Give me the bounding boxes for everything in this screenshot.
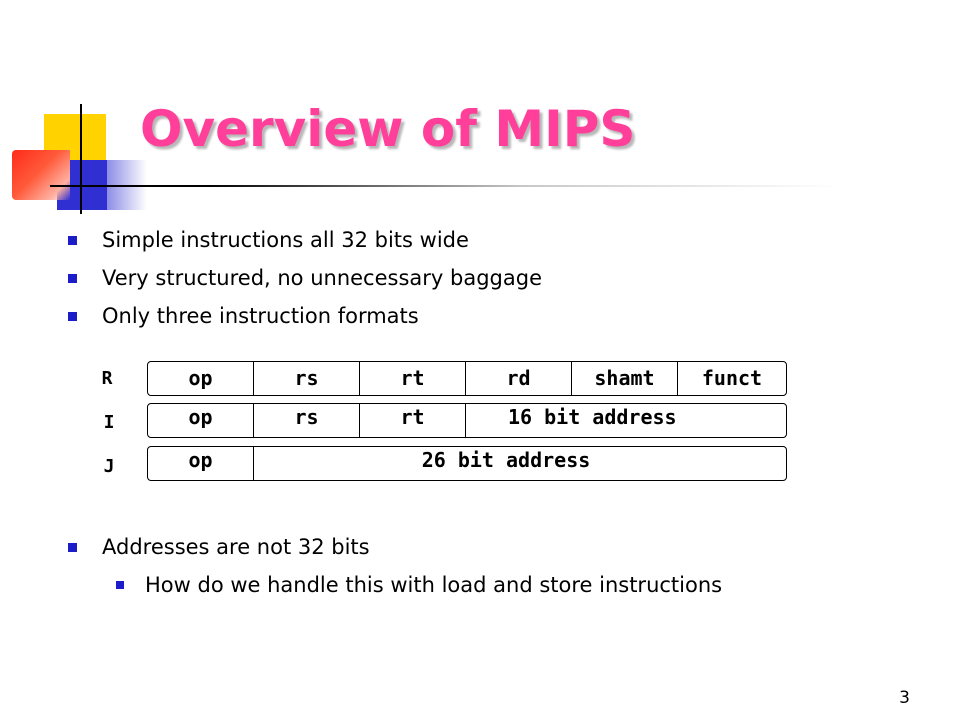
bullet-item — [102, 304, 419, 328]
field-shamt: shamt — [572, 362, 678, 395]
format-label-i: I — [103, 412, 115, 433]
r-format-box — [147, 361, 787, 396]
sub-bullet-text: How do we handle this with load and store instructions — [145, 573, 723, 597]
bullet-square-icon — [116, 581, 124, 589]
format-label-j: J — [103, 456, 115, 477]
field-26-bit-address: 26 bit address — [421, 448, 591, 472]
field-op: op — [148, 447, 254, 480]
bullet-text: Only three instruction formats — [102, 304, 419, 328]
bullet-item — [102, 266, 542, 290]
bullet-square-icon — [68, 236, 77, 245]
i-format-box — [147, 403, 787, 438]
j-format-box — [147, 446, 787, 481]
field-op: op — [148, 404, 254, 437]
field-rs: rs — [254, 404, 360, 437]
field-rt: rt — [360, 362, 466, 395]
sub-bullet-item — [145, 573, 722, 597]
bullet-square-icon — [68, 312, 77, 321]
field-rd: rd — [466, 362, 572, 395]
field-rs: rs — [254, 362, 360, 395]
field-op: op — [148, 362, 254, 395]
decorative-vertical-line — [80, 104, 82, 214]
decorative-red-square — [12, 150, 70, 200]
bullet-square-icon — [68, 543, 77, 552]
bullet-item — [102, 228, 469, 252]
field-funct: funct — [701, 366, 763, 390]
bullet-text: Addresses are not 32 bits — [102, 535, 370, 559]
field-16-bit-address: 16 bit address — [508, 405, 677, 429]
bullet-square-icon — [68, 274, 77, 283]
bullet-text: Very structured, no unnecessary baggage — [102, 266, 542, 290]
page-number: 3 — [899, 688, 910, 708]
format-label-r: R — [101, 368, 113, 389]
bullet-item — [102, 535, 370, 559]
title-underline — [50, 185, 840, 187]
bullet-text: Simple instructions all 32 bits wide — [102, 228, 469, 252]
slide-title: Overview of MIPS — [140, 100, 636, 158]
field-rt: rt — [360, 404, 466, 437]
